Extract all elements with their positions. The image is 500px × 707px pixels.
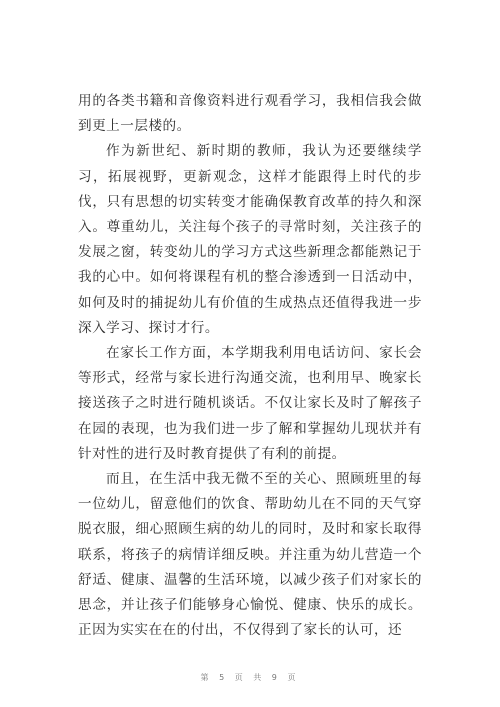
page-number-footer: 第 5 页 共 9 页 bbox=[200, 673, 300, 682]
body-text bbox=[78, 89, 422, 643]
paragraph-continuation: 用的各类书籍和音像资料进行观看学习，我相信我会做到更上一层楼的。 bbox=[78, 93, 422, 135]
paragraph-daily-care: 而且，在生活中我无微不至的关心、照顾班里的每一位幼儿，留意他们的饮食、帮助幼儿在不同的天气穿脱衣服，细心照顾生病的幼儿的同时，及时和家长取得联系，将孩子的病情详细反映。并注重为幼儿营造一个舒适、健康、温馨的生活环境，以减少孩子们对家长的思念，并让孩子们能够身心愉悦、健康、快乐的成长。正因为实实在在的付出，不仅得到了家长的认可，还 bbox=[78, 471, 422, 639]
paragraph-parent-work: 在家长工作方面，本学期我利用电话访问、家长会等形式，经常与家长进行沟通交流，也利用早、晚家长接送孩子之时进行随机谈话。不仅让家长及时了解孩子在园的表现，也为我们进一步了解和掌握幼儿现状并有针对性的进行及时教育提供了有利的前提。 bbox=[78, 345, 422, 462]
paragraph-teacher-learning: 作为新世纪、新时期的教师，我认为还要继续学习，拓展视野，更新观念，这样才能跟得上时代的步伐，只有思想的切实转变才能确保教育改革的持久和深入。尊重幼儿，关注每个孩子的寻常时刻，关注孩子的发展之窗，转变幼儿的学习方式这些新理念都能熟记于我的心中。如何将课程有机的整合渗透到一日活动中，如何及时的捕捉幼儿有价值的生成热点还值得我进一步深入学习、探讨才行。 bbox=[78, 143, 422, 336]
